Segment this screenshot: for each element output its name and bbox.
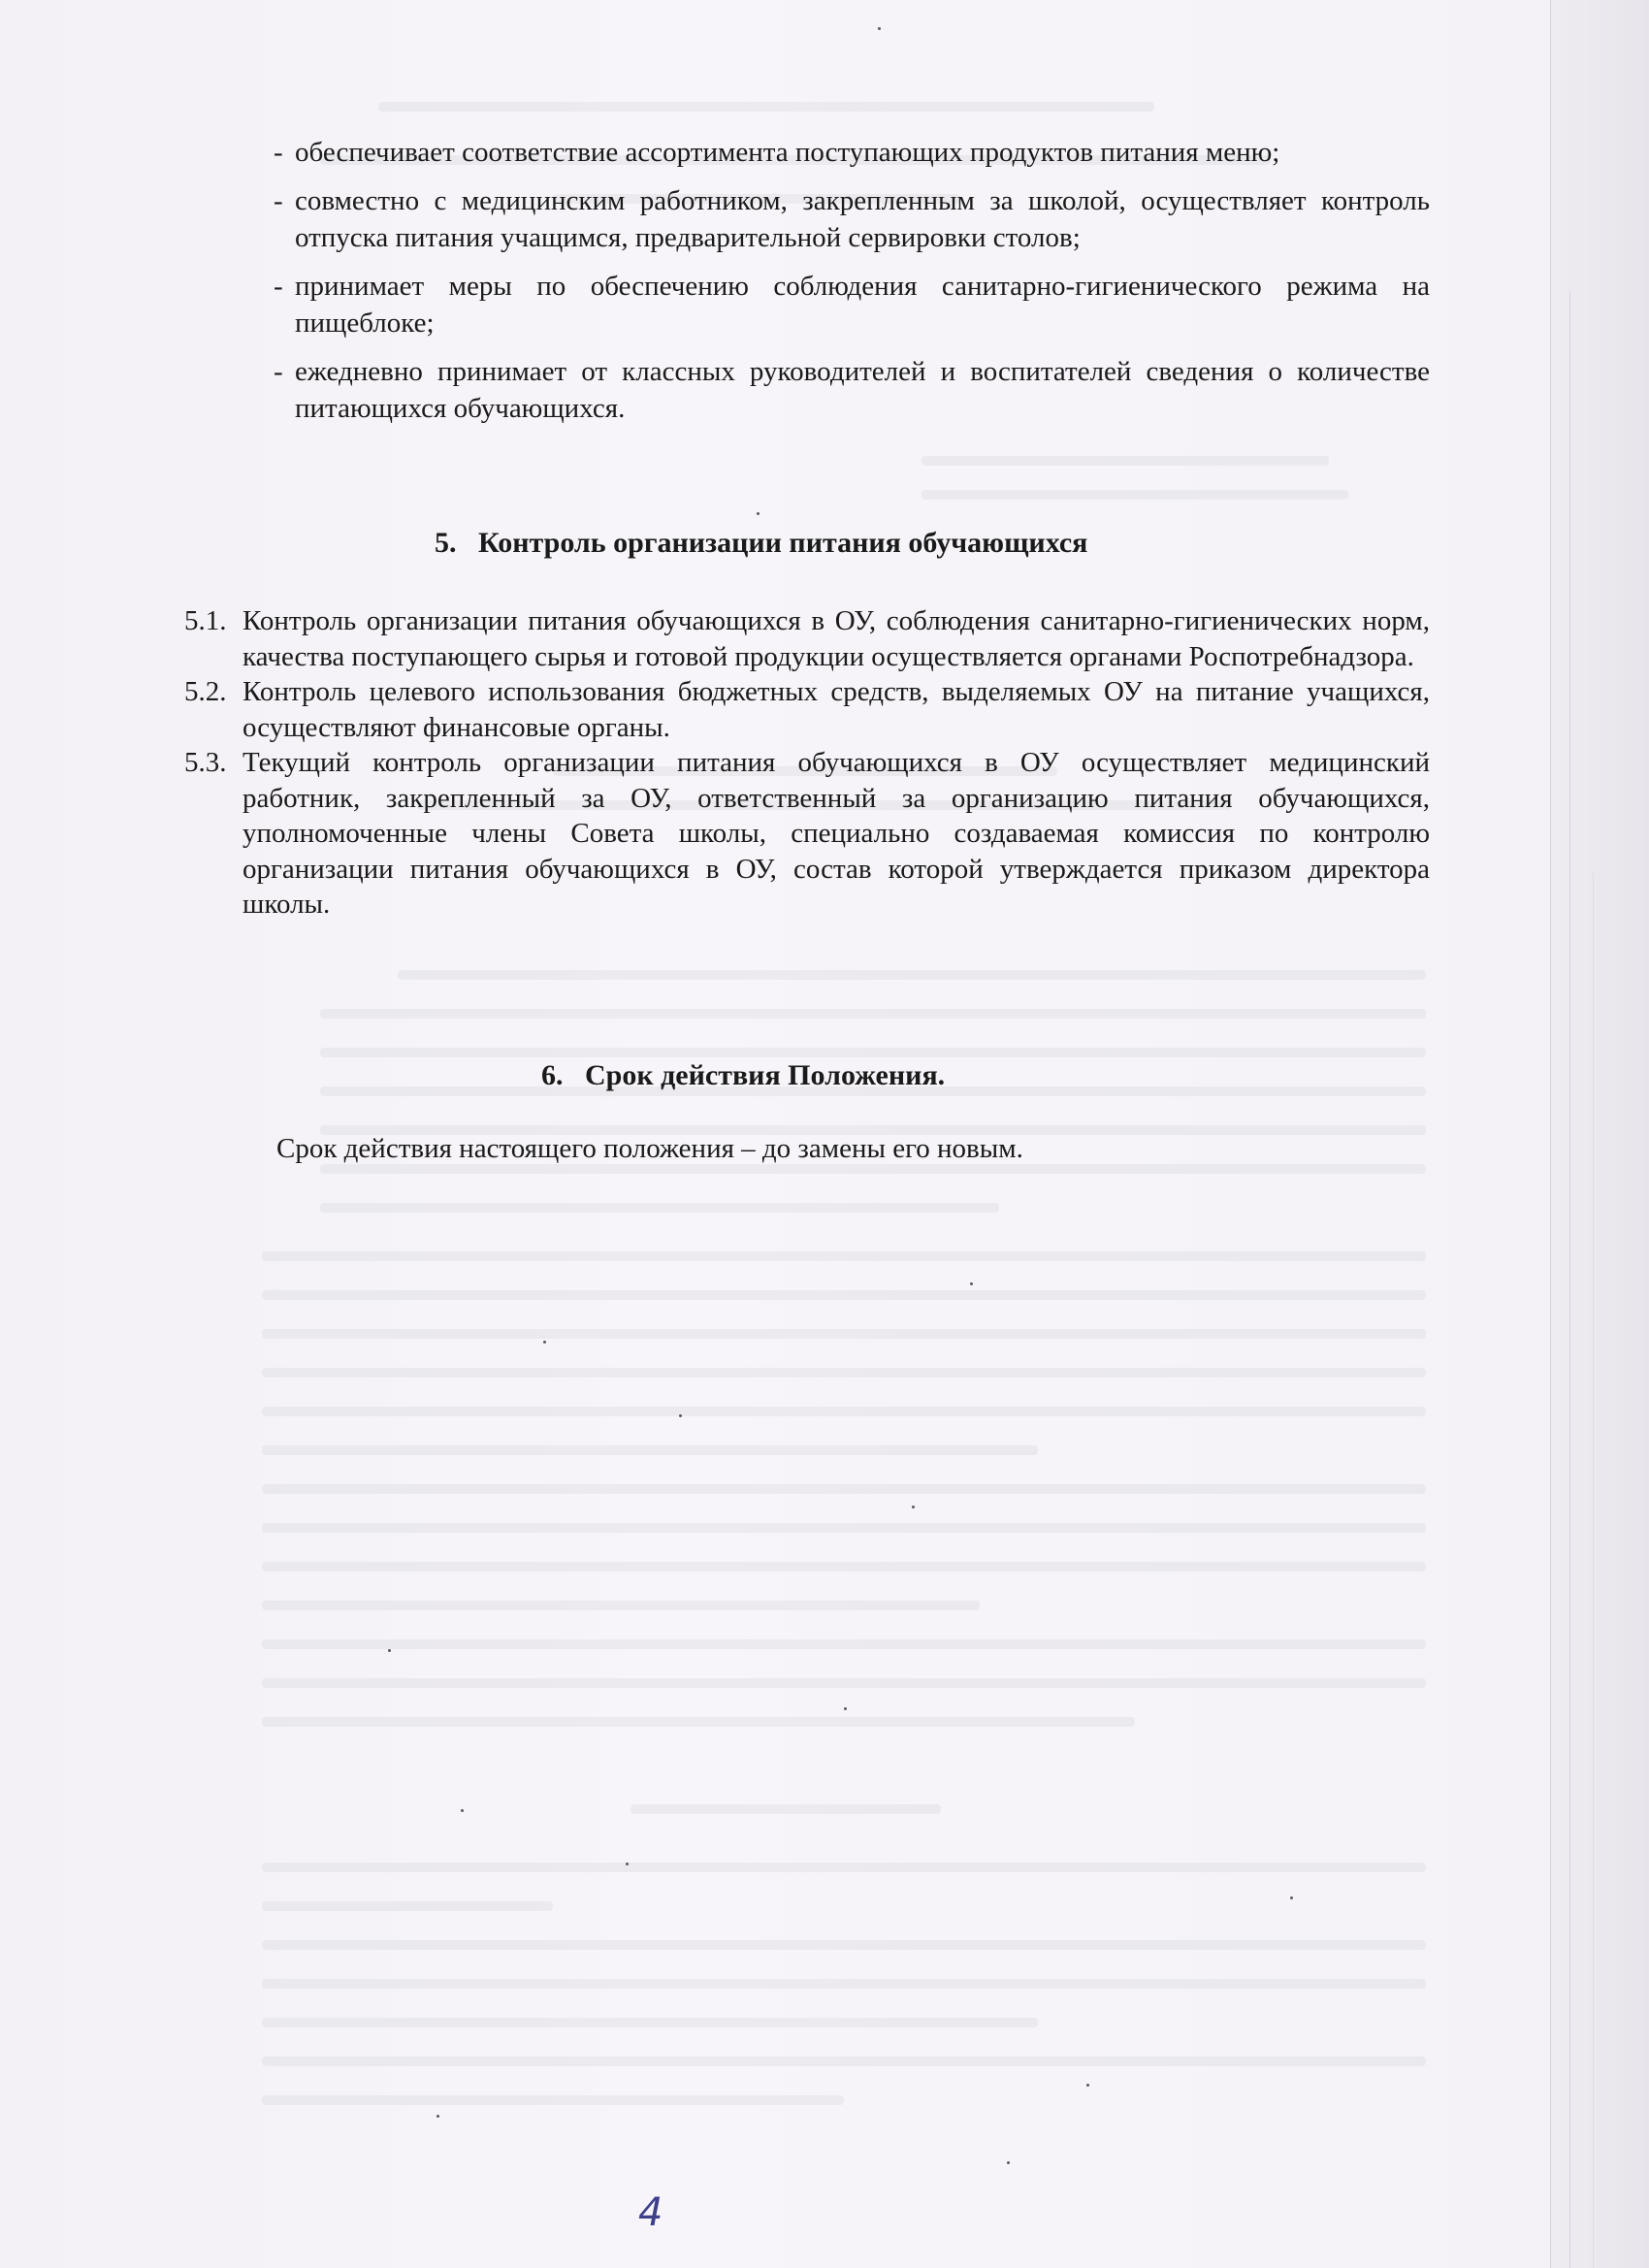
bullet-text: совместно с медицинским работником, закрепленным за школой, осуществляет контроль отпуска питания учащимся, предварительной сервировки столов;	[295, 185, 1430, 253]
back-sheet-edge	[1551, 0, 1649, 2268]
bullet-text: ежедневно принимает от классных руководителей и воспитателей сведения о количестве питающихся обучающихся.	[295, 356, 1430, 424]
scan-speck	[844, 1707, 847, 1710]
scan-speck	[1290, 1896, 1293, 1899]
bullet-marker: -	[274, 271, 283, 302]
list-item	[274, 134, 1430, 171]
sheet-edge-line	[1593, 873, 1594, 2268]
bullet-marker: -	[274, 356, 283, 387]
list-item	[274, 268, 1430, 341]
scan-speck	[543, 1341, 546, 1344]
item-number: 5.2.	[184, 676, 227, 707]
section-6-title: 6. Срок действия Положения.	[541, 1059, 946, 1091]
list-item	[184, 603, 1430, 674]
list-item	[184, 674, 1430, 745]
list-item	[274, 182, 1430, 256]
scan-speck	[970, 1282, 973, 1285]
item-text: Контроль целевого использования бюджетных средств, выделяемых ОУ на питание учащихся, осуществляют финансовые органы.	[242, 676, 1430, 743]
scan-speck	[436, 2115, 439, 2118]
section-5-title: 5. Контроль организации питания обучающихся	[435, 527, 1088, 559]
page-number: 4	[638, 2190, 663, 2235]
item-number: 5.1.	[184, 605, 227, 636]
item-text: Контроль организации питания обучающихся в ОУ, соблюдения санитарно-гигиенических норм, качества поступающего сырья и готовой продукции осуществляется органами Роспотребнадзора.	[242, 605, 1430, 672]
sheet-edge-line	[1569, 291, 1570, 2268]
list-item	[274, 353, 1430, 427]
bullet-text: принимает меры по обеспечению соблюдения санитарно-гигиенического режима на пищеблоке;	[295, 271, 1430, 339]
bullet-text: обеспечивает соответствие ассортимента поступающих продуктов питания меню;	[295, 137, 1280, 168]
item-number: 5.3.	[184, 747, 227, 778]
scan-speck	[878, 27, 881, 30]
bullet-marker: -	[274, 185, 283, 216]
scan-speck	[461, 1809, 464, 1812]
list-item	[184, 745, 1430, 923]
scan-speck	[757, 512, 760, 515]
bullet-marker: -	[274, 137, 283, 168]
item-text: Текущий контроль организации питания обучающихся в ОУ осуществляет медицинский работник, закрепленный за ОУ, ответственный за организацию питания обучающихся, уполномоченные члены Совета школы, специально создаваемая комиссия по контролю организации питания обучающихся в ОУ, состав которой утверждается приказом директора школы.	[242, 747, 1430, 920]
duties-bullet-list	[274, 134, 1430, 438]
scan-speck	[679, 1414, 682, 1417]
validity-statement: Срок действия настоящего положения – до замены его новым.	[276, 1133, 1023, 1164]
scan-speck	[912, 1506, 915, 1508]
scan-speck	[1086, 2084, 1089, 2087]
scan-speck	[1007, 2161, 1010, 2164]
scan-speck	[388, 1649, 391, 1652]
scan-speck	[626, 1863, 629, 1865]
section-5-list	[184, 603, 1430, 923]
